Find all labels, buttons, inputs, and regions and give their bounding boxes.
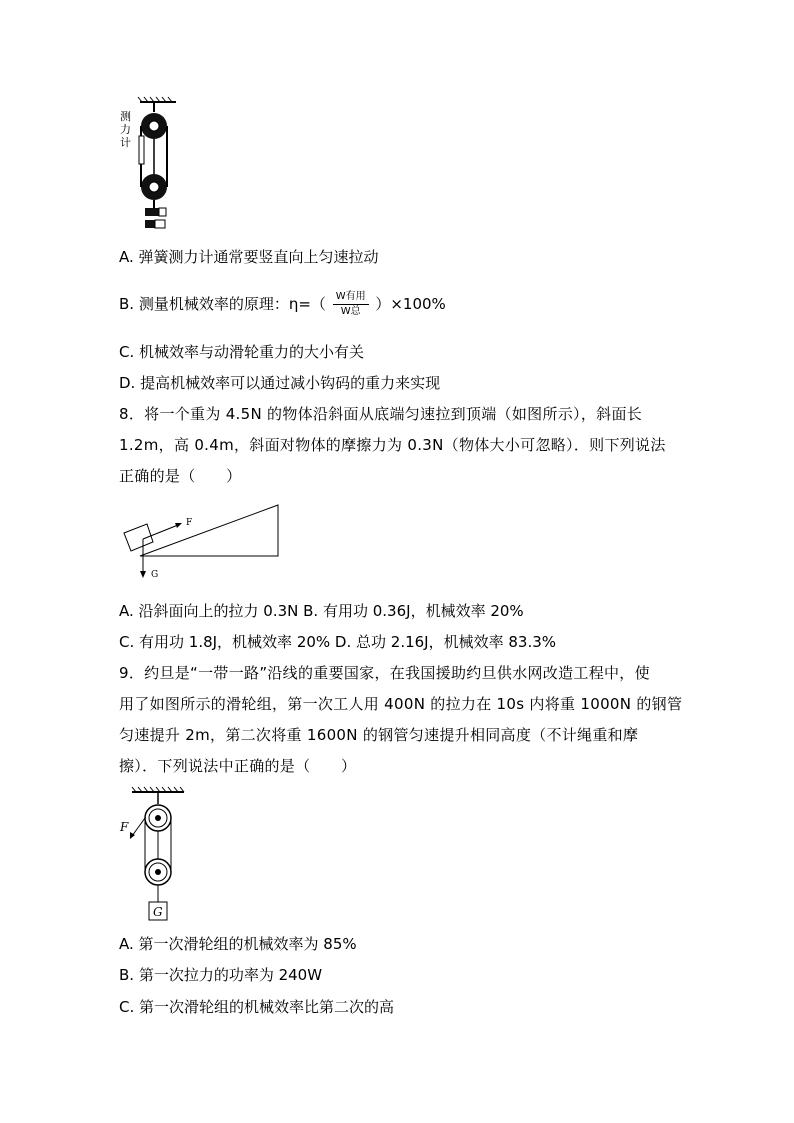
inclined-plane-figure — [120, 503, 285, 583]
q7-option-b: B. 测量机械效率的原理：η=（ $\frac{\text{W有用}}{\text{W总}}$ ）×100% — [119, 291, 446, 317]
pulley-block-figure — [118, 786, 190, 926]
q7-option-d: D. 提高机械效率可以通过减小钩码的重力来实现 — [119, 374, 441, 392]
efficiency-fraction: $\frac{\text{W有用}}{\text{W总}}$ — [333, 291, 369, 318]
q8-stem-line3: 正确的是（ ） — [119, 467, 242, 485]
q8-stem-line2: 1.2m，高 0.4m，斜面对物体的摩擦力为 0.3N（物体大小可忽略）．则下列说法 — [119, 436, 666, 454]
weight-g-label: G — [153, 905, 163, 919]
q7-option-a: A. 弹簧测力计通常要竖直向上匀速拉动 — [119, 248, 379, 266]
q9-stem-line2: 用了如图所示的滑轮组，第一次工人用 400N 的拉力在 10s 内将重 1000N 的钢管 — [119, 695, 683, 713]
q7-option-c: C. 机械效率与动滑轮重力的大小有关 — [119, 343, 365, 361]
q9-stem-line4: 擦）．下列说法中正确的是（ ） — [119, 757, 357, 775]
q9-stem-line3: 匀速提升 2m，第二次将重 1600N 的钢管匀速提升相同高度（不计绳重和摩 — [119, 726, 639, 744]
q9-stem-line1: 9．约旦是“一带一路”沿线的重要国家，在我国援助约旦供水网改造工程中，使 — [119, 664, 650, 682]
force-f-label: F — [120, 820, 129, 834]
q8-options-cd: C. 有用功 1.8J，机械效率 20% D. 总功 2.16J，机械效率 83.3% — [119, 633, 557, 651]
q9-option-b: B. 第一次拉力的功率为 240W — [119, 966, 323, 984]
q9-option-c: C. 第一次滑轮组的机械效率比第二次的高 — [119, 998, 395, 1016]
force-f-label: F — [186, 518, 193, 528]
q9-option-a: A. 第一次滑轮组的机械效率为 85% — [119, 935, 357, 953]
spring-scale-label: 测 力 计 — [120, 110, 131, 149]
gravity-g-label: G — [151, 570, 159, 580]
q8-options-ab: A. 沿斜面向上的拉力 0.3N B. 有用功 0.36J，机械效率 20% — [119, 602, 524, 620]
q8-stem-line1: 8．将一个重为 4.5N 的物体沿斜面从底端匀速拉到顶端（如图所示），斜面长 — [119, 405, 643, 423]
